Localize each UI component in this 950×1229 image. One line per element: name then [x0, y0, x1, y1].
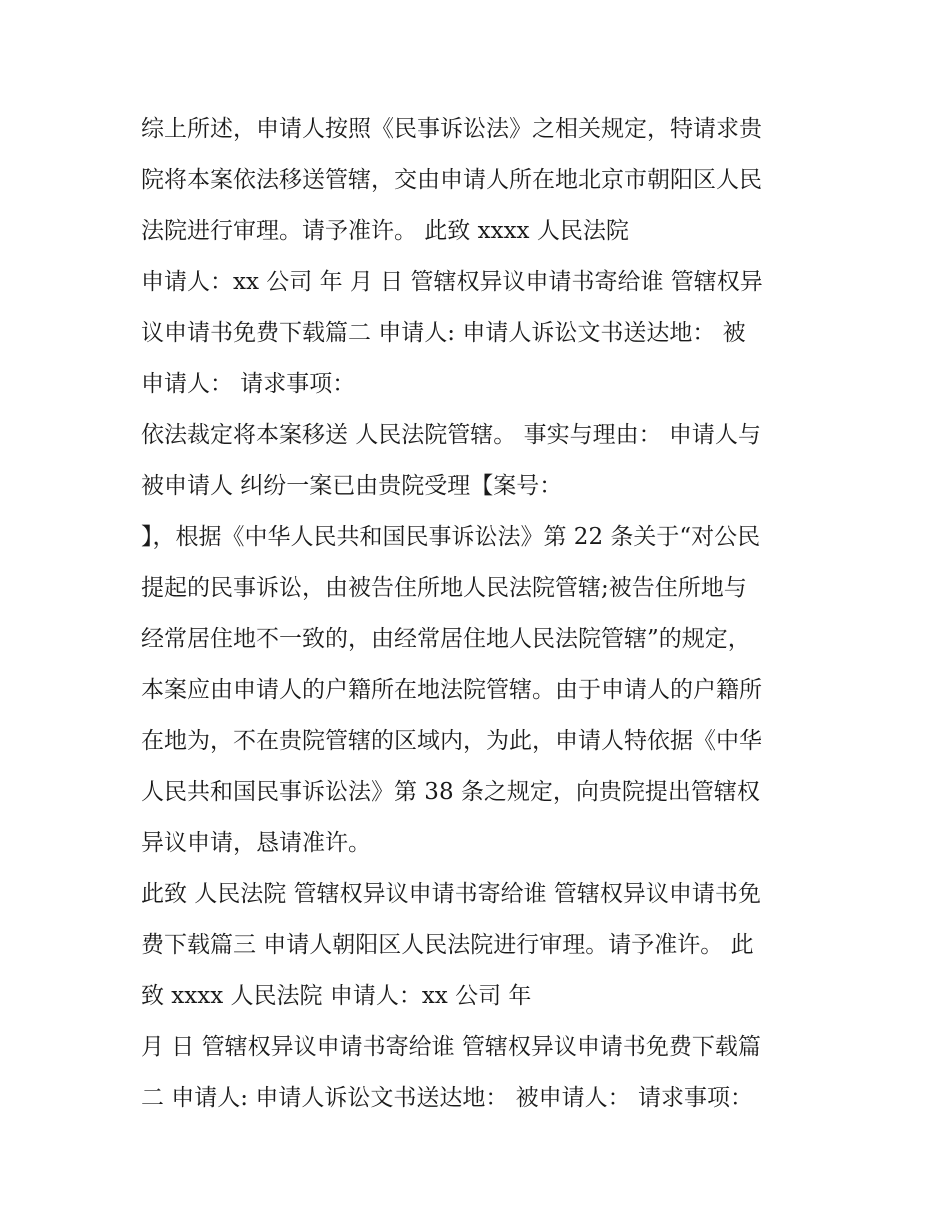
- text-line-1: 综上所述，申请人按照《民事诉讼法》之相关规定，特请求贵: [141, 116, 762, 142]
- text-line-8: 被申请人 纠纷一案已由贵院受理【案号：: [141, 473, 563, 499]
- text-line-19: 月 日 管辖权异议申请书寄给谁 管辖权异议申请书免费下载篇: [141, 1034, 761, 1060]
- text-line-14: 人民共和国民事诉讼法》第 38 条之规定，向贵院提出管辖权: [141, 779, 760, 805]
- text-line-10: 提起的民事诉讼，由被告住所地人民法院管辖;被告住所地与: [141, 575, 747, 601]
- text-line-15: 异议申请，恳请准许。: [141, 830, 371, 856]
- text-line-17: 费下载篇三 申请人朝阳区人民法院进行审理。请予准许。 此: [141, 932, 754, 958]
- text-line-9: 】，根据《中华人民共和国民事诉讼法》第 22 条关于“对公民: [141, 524, 761, 550]
- text-line-12: 本案应由申请人的户籍所在地法院管辖。由于申请人的户籍所: [141, 677, 762, 703]
- text-line-18: 致 xxxx 人民法院 申请人：xx 公司 年: [141, 983, 532, 1009]
- text-line-11: 经常居住地不一致的，由经常居住地人民法院管辖”的规定，: [141, 626, 751, 652]
- text-line-3: 法院进行审理。请予准许。 此致 xxxx 人民法院: [141, 218, 629, 244]
- text-line-5: 议申请书免费下载篇二 申请人: 申请人诉讼文书送达地： 被: [141, 320, 746, 346]
- text-line-4: 申请人：xx 公司 年 月 日 管辖权异议申请书寄给谁 管辖权异: [141, 269, 763, 295]
- text-line-7: 依法裁定将本案移送 人民法院管辖。 事实与理由： 申请人与: [141, 422, 761, 448]
- text-line-2: 院将本案依法移送管辖，交由申请人所在地北京市朝阳区人民: [141, 167, 762, 193]
- text-line-20: 二 申请人: 申请人诉讼文书送达地： 被申请人： 请求事项：: [141, 1085, 753, 1111]
- text-line-6: 申请人： 请求事项：: [141, 371, 356, 397]
- text-line-13: 在地为，不在贵院管辖的区域内，为此，申请人特依据《中华: [141, 728, 762, 754]
- text-line-16: 此致 人民法院 管辖权异议申请书寄给谁 管辖权异议申请书免: [141, 881, 761, 907]
- document-body: [141, 104, 821, 1124]
